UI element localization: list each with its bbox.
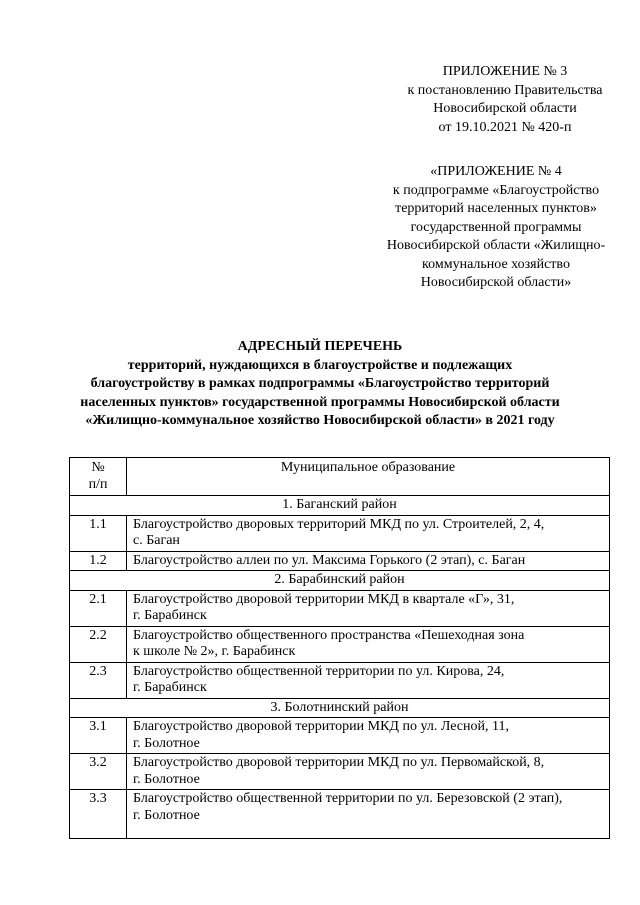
row-description-line: Благоустройство дворовой территории МКД в квартале «Г», 31, xyxy=(133,591,515,607)
row-description-line: г. Барабинск xyxy=(133,680,207,695)
appendix-4-line: коммунальное хозяйство xyxy=(422,256,570,272)
district-row xyxy=(70,571,610,591)
appendix-4-block xyxy=(362,163,630,293)
table-row xyxy=(70,790,610,839)
row-description xyxy=(127,515,610,551)
row-number: 3.3 xyxy=(70,790,127,839)
appendix-4-line: Новосибирской области «Жилищно- xyxy=(386,238,606,253)
row-description xyxy=(127,790,610,839)
row-description-line: Благоустройство общественной территории по ул. Березовской (2 этап), xyxy=(133,791,563,806)
appendix-3-line: к постановлению Правительства xyxy=(407,82,603,98)
row-description xyxy=(127,662,610,698)
table-header-row xyxy=(70,458,610,496)
row-number: 2.1 xyxy=(70,590,127,626)
appendix-4-line: государственной программы xyxy=(410,219,582,235)
row-number: 3.1 xyxy=(70,718,127,754)
appendix-3-line: ПРИЛОЖЕНИЕ № 3 xyxy=(442,64,568,79)
district-row xyxy=(70,496,610,516)
row-description xyxy=(127,590,610,626)
row-description-line: г. Болотное xyxy=(133,807,200,823)
document-subtitle-line: «Жилищно-коммунальное хозяйство Новосибирской области» в 2021 году xyxy=(85,413,555,428)
table-row xyxy=(70,590,610,626)
row-description-line: г. Болотное xyxy=(133,735,200,751)
row-description xyxy=(127,551,610,571)
appendix-3-line: от 19.10.2021 № 420-п xyxy=(438,119,572,135)
row-description-line: Благоустройство дворовой территории МКД по ул. Первомайской, 8, xyxy=(133,755,545,770)
appendix-4-line: к подпрограмме «Благоустройство xyxy=(392,182,600,198)
appendix-3-block xyxy=(380,63,630,137)
row-description-line: Благоустройство общественного пространства «Пешеходная зона xyxy=(133,627,525,643)
document-subtitle-line: территорий, нуждающихся в благоустройстве и подлежащих xyxy=(127,357,513,373)
appendix-4-line: Новосибирской области» xyxy=(420,275,572,290)
document-heading xyxy=(60,338,580,431)
row-description-line: с. Баган xyxy=(133,533,180,548)
row-description-line: Благоустройство дворовых территорий МКД по ул. Строителей, 2, 4, xyxy=(133,516,545,532)
row-description-line: Благоустройство общественной территории по ул. Кирова, 24, xyxy=(133,663,505,679)
row-description xyxy=(127,626,610,662)
table-row xyxy=(70,551,610,571)
table-row xyxy=(70,626,610,662)
appendix-4-line: территорий населенных пунктов» xyxy=(395,201,597,216)
table-row xyxy=(70,754,610,790)
document-title: АДРЕСНЫЙ ПЕРЕЧЕНЬ xyxy=(237,339,403,354)
district-title: 3. Болотнинский район xyxy=(70,698,610,718)
district-title: 1. Баганский район xyxy=(70,496,610,516)
row-description-line: г. Болотное xyxy=(133,771,200,787)
row-number: 1.2 xyxy=(70,551,127,571)
table-row xyxy=(70,515,610,551)
row-number: 3.2 xyxy=(70,754,127,790)
appendix-4-line: «ПРИЛОЖЕНИЕ № 4 xyxy=(430,164,562,179)
address-list-table xyxy=(69,457,610,839)
row-number: 1.1 xyxy=(70,515,127,551)
number-column-header xyxy=(70,458,127,496)
table-row xyxy=(70,662,610,698)
row-description-line: Благоустройство аллеи по ул. Максима Горького (2 этап), с. Баган xyxy=(133,552,526,568)
table-row xyxy=(70,718,610,754)
document-subtitle-line: благоустройству в рамках подпрограммы «Благоустройство территорий xyxy=(90,376,550,391)
number-header-line: п/п xyxy=(88,476,108,492)
document-subtitle-line: населенных пунктов» государственной программы Новосибирской области xyxy=(80,394,560,410)
row-description xyxy=(127,718,610,754)
district-title: 2. Барабинский район xyxy=(70,571,610,591)
row-description-line: Благоустройство дворовой территории МКД по ул. Лесной, 11, xyxy=(133,719,509,734)
row-description xyxy=(127,754,610,790)
row-number: 2.2 xyxy=(70,626,127,662)
row-number: 2.3 xyxy=(70,662,127,698)
municipality-column-header: Муниципальное образование xyxy=(127,458,610,496)
row-description-line: г. Барабинск xyxy=(133,608,207,623)
appendix-3-line: Новосибирской области xyxy=(433,101,577,116)
district-row xyxy=(70,698,610,718)
row-description-line: к школе № 2», г. Барабинск xyxy=(133,644,296,659)
number-header-line: № xyxy=(91,460,105,475)
